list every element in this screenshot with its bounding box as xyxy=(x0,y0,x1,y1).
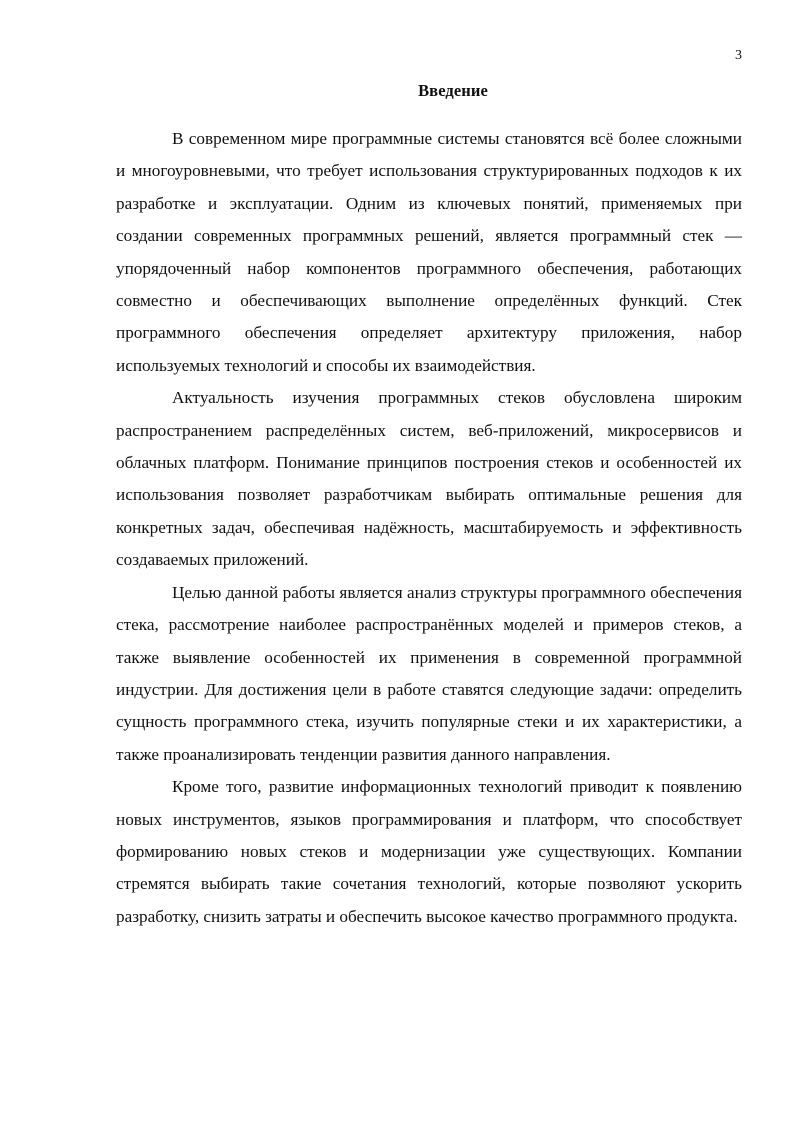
section-title: Введение xyxy=(418,81,488,100)
paragraph-intro: В современном мире программные системы становятся всё более сложными и многоуровневыми, что требует использования структурированных подходов к их разработке и эксплуатации. Одним из ключевых понятий, применяемых при создании современных программных решений, является программный стек — упорядоченный набор компонентов программного обеспечения, работающих совместно и обеспечивающих выполнение определённых функций. Стек программного обеспечения определяет архитектуру приложения, набор используемых технологий и способы их взаимодействия. xyxy=(116,129,742,375)
page-number: 3 xyxy=(735,48,742,63)
paragraph-trends: Кроме того, развитие информационных технологий приводит к появлению новых инструментов, языков программирования и платформ, что способствует формированию новых стеков и модернизации уже существующих. Компании стремятся выбирать такие сочетания технологий, которые позволяют ускорить разработку, снизить затраты и обеспечить высокое качество программного продукта. xyxy=(116,777,742,926)
document-body xyxy=(116,123,742,933)
paragraph-goal: Целью данной работы является анализ структуры программного обеспечения стека, рассмотрение наиболее распространённых моделей и примеров стеков, а также выявление особенностей их применения в современной программной индустрии. Для достижения цели в работе ставятся следующие задачи: определить сущность программного стека, изучить популярные стеки и их характеристики, а также проанализировать тенденции развития данного направления. xyxy=(116,582,742,764)
paragraph-relevance: Актуальность изучения программных стеков обусловлена широким распространением распределённых систем, веб-приложений, микросервисов и облачных платформ. Понимание принципов построения стеков и особенностей их использования позволяет разработчикам выбирать оптимальные решения для конкретных задач, обеспечивая надёжность, масштабируемость и эффективность создаваемых приложений. xyxy=(116,388,742,570)
